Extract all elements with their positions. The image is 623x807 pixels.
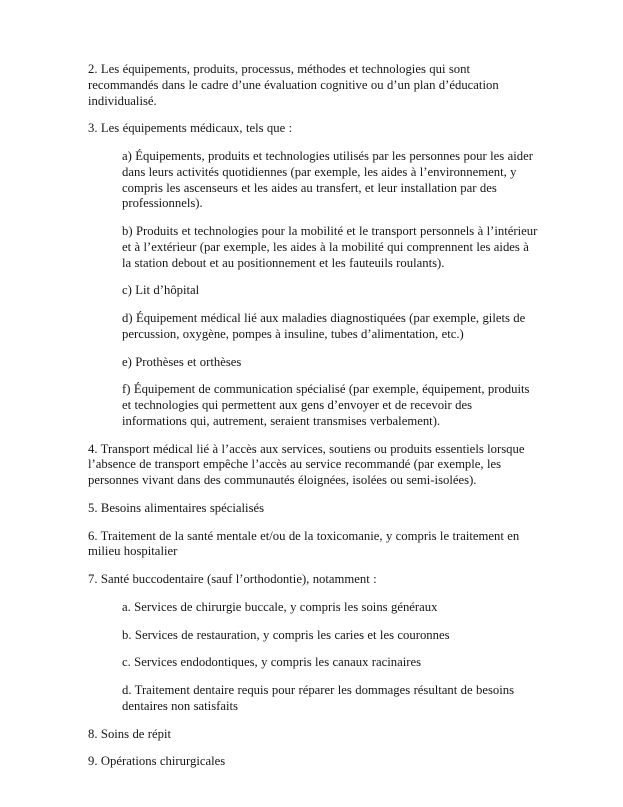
sub-item-3f: f) Équipement de communication spécialisé (par exemple, équipement, produits et technologies qui permettent aux gens d’envoyer et de recevoir des informations qui, autrement, seraient transmises verbalement). bbox=[122, 382, 530, 428]
list-item-9: 9. Opérations chirurgicales bbox=[88, 754, 226, 769]
list-item-2: 2. Les équipements, produits, processus, méthodes et technologies qui sont recommandés dans le cadre d’une évaluation cognitive ou d’un plan d’éducation individualisé. bbox=[88, 62, 499, 108]
list-item-3: 3. Les équipements médicaux, tels que : bbox=[88, 121, 293, 136]
list-item-5: 5. Besoins alimentaires spécialisés bbox=[88, 500, 265, 515]
sub-item-7b: b. Services de restauration, y compris les caries et les couronnes bbox=[122, 627, 450, 642]
sub-item-3b: b) Produits et technologies pour la mobilité et le transport personnels à l’intérieur et à l’extérieur (par exemple, les aides à la mobilité qui comprennent les aides à la station debout et au positionnement et les fauteuils roulants). bbox=[122, 224, 538, 270]
sub-item-3e: e) Prothèses et orthèses bbox=[122, 354, 242, 369]
sub-item-3d: d) Équipement médical lié aux maladies diagnostiquées (par exemple, gilets de percussion, oxygène, pompes à insuline, tubes d’alimentation, etc.) bbox=[122, 311, 526, 341]
sub-item-7c: c. Services endodontiques, y compris les canaux racinaires bbox=[122, 655, 422, 670]
sub-item-3a: a) Équipements, produits et technologies utilisés par les personnes pour les aider dans leurs activités quotidiennes (par exemple, les aides à l’environnement, y compris les ascenseurs et les aides au transfert, et leur installation par des professionnels). bbox=[122, 149, 533, 211]
list-item-4: 4. Transport médical lié à l’accès aux services, soutiens ou produits essentiels lorsque l’absence de transport empêche l’accès au service recommandé (par exemple, les personnes vivant dans des communautés éloignées, isolées ou semi-isolées). bbox=[88, 441, 525, 487]
list-item-8: 8. Soins de répit bbox=[88, 726, 172, 741]
sub-item-7a: a. Services de chirurgie buccale, y compris les soins généraux bbox=[122, 599, 438, 614]
sub-item-3c: c) Lit d’hôpital bbox=[122, 283, 200, 298]
list-item-6: 6. Traitement de la santé mentale et/ou de la toxicomanie, y compris le traitement en milieu hospitalier bbox=[88, 528, 520, 559]
list-item-7: 7. Santé buccodentaire (sauf l’orthodontie), notamment : bbox=[88, 572, 377, 586]
sub-item-7d: d. Traitement dentaire requis pour réparer les dommages résultant de besoins dentaires non satisfaits bbox=[122, 683, 515, 713]
